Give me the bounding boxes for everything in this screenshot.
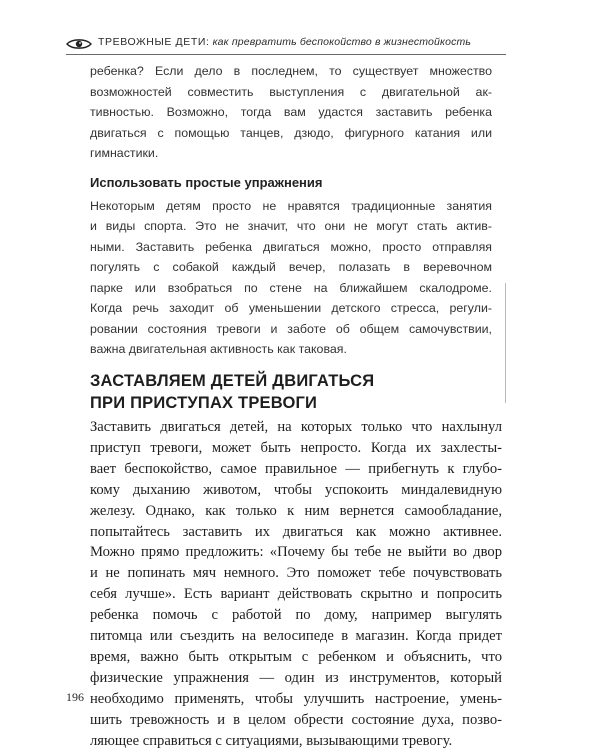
eye-icon (66, 38, 92, 50)
body-line: необходимо применять, чтобы улучшить настроение, умень- (90, 690, 502, 707)
sidebar-intro-line: тивностью. Возможно, тогда вам удастся заставить ребенка (90, 105, 492, 119)
running-head-title (98, 36, 471, 48)
sidebar-body-paragraph (90, 196, 492, 360)
sidebar-body-line: ными. Заставить ребенка двигаться можно, просто отправляя (90, 239, 492, 254)
sidebar-body-line: и виды спорта. Это не значит, что они не могут стать актив- (90, 219, 492, 233)
sidebar-intro-line: ребенка? Если дело в последнем, то существует множество (90, 64, 492, 78)
body-line: шить тревожность и в целом обрести состояние духа, позво- (90, 711, 502, 728)
sidebar-intro-paragraph (90, 61, 492, 164)
body-line: ребенка помочь с работой по дому, например выгулять (90, 607, 502, 624)
body-line: вает беспокойство, самое правильное — прибегнуть к глубо- (90, 460, 502, 477)
running-head (66, 36, 506, 52)
sidebar-intro-line: гимнастики. (90, 146, 159, 160)
running-head-title-lead: ТРЕВОЖНЫЕ ДЕТИ: (98, 36, 210, 48)
body-line: и не попинать мяч немного. Это поможет тебе почувствовать (90, 565, 502, 582)
body-line: кому дыханию животом, чтобы успокоить миндалевидную (90, 481, 502, 498)
sidebar-body-line: погулять с собакой каждый вечер, полазать в веревочном (90, 260, 492, 274)
sidebar-box (90, 61, 492, 356)
body-line: время, важно быть открытым с ребенком и объяснить, что (90, 648, 502, 665)
body-line: питомца или съездить на велосипеде в магазин. Когда придет (90, 628, 502, 645)
body-line: железу. Однако, как только к ним вернется самообладание, (90, 502, 502, 519)
sidebar-body-line: Когда речь заходит об уменьшении детского стресса, регули- (90, 301, 492, 315)
sidebar-intro-line: возможностей совместить выступления с двигательной ак- (90, 84, 492, 99)
body-line: себя лучше». Есть вариант действовать скрытно и попросить (90, 586, 502, 603)
running-head-title-rest: как превратить беспокойство в жизнестойкость (209, 36, 472, 48)
section-heading (90, 370, 510, 414)
section-heading-line: ЗАСТАВЛЯЕМ ДЕТЕЙ ДВИГАТЬСЯ (90, 372, 375, 390)
sidebar-body-line: ровании состояния тревоги и заботе об общем самочувствии, (90, 321, 492, 336)
body-line: попытайтесь заставить их двигаться как можно активнее. (90, 523, 502, 540)
sidebar-body-line: парке или взобраться по стене на ближайшем скалодроме. (90, 280, 492, 295)
sidebar-heading: Использовать простые упражнения (90, 174, 323, 190)
body-line: Можно прямо предложить: «Почему бы тебе не выйти во двор (90, 544, 502, 561)
sidebar-body-line: важна двигательная активность как таковая. (90, 342, 347, 356)
body-line: физические упражнения — один из инструментов, который (90, 669, 502, 686)
running-head-rule (66, 54, 506, 55)
page-number: 196 (66, 690, 84, 704)
section-heading-line: ПРИ ПРИСТУПАХ ТРЕВОГИ (90, 394, 318, 412)
body-line: приступ тревоги, может быть непросто. Когда их захлесты- (90, 439, 502, 456)
section-body (90, 417, 502, 752)
sidebar-intro-line: двигаться с помощью танцев, дзюдо, фигурного катания или (90, 125, 492, 140)
body-line: ляющее справиться с ситуациями, вызывающими тревогу. (90, 732, 453, 749)
sidebar-body-line: Некоторым детям просто не нравятся традиционные занятия (90, 198, 492, 213)
body-line: Заставить двигаться детей, на которых только что нахлынул (90, 419, 502, 435)
